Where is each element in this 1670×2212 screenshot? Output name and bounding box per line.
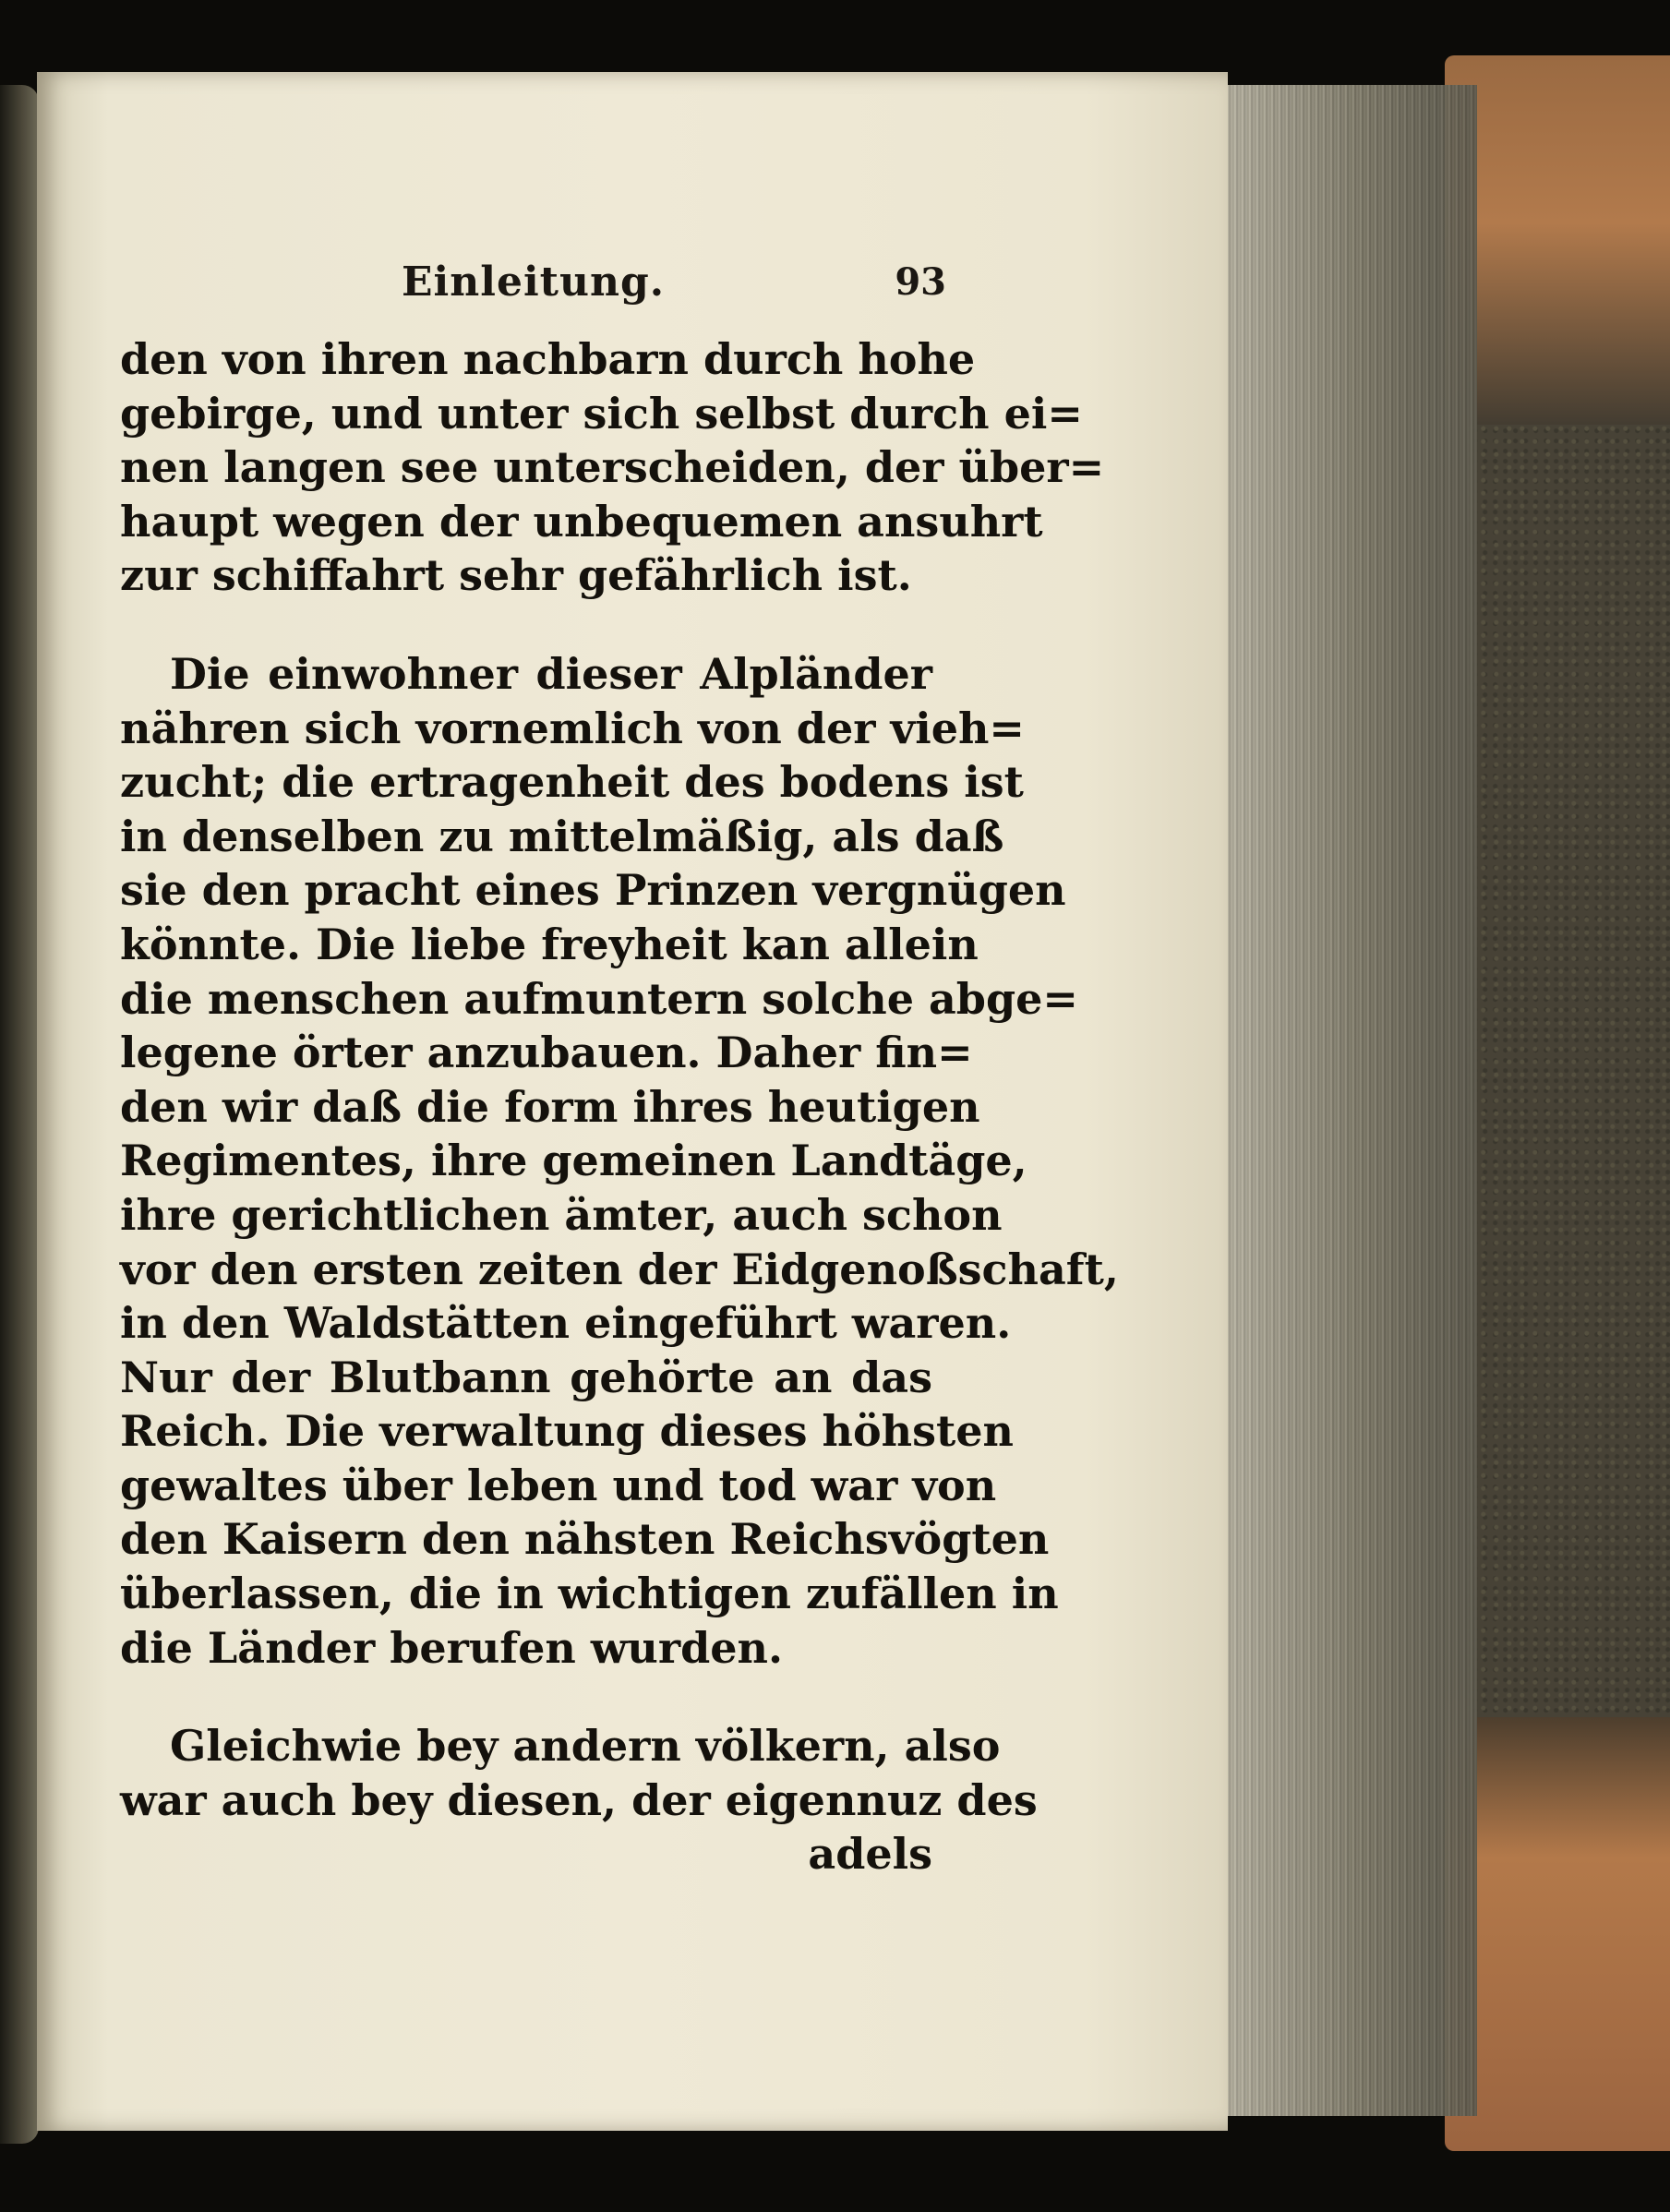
cover-marbled-paper	[1468, 425, 1670, 1717]
text-line: gewaltes über leben und tod war von	[120, 1460, 997, 1510]
text-line: nähren sich vornemlich von der vieh=	[120, 703, 1025, 753]
text-line: vor den ersten zeiten der Eidgenoßschaft,	[120, 1244, 1119, 1294]
paragraph-2	[120, 647, 1119, 1675]
stacked-page-edges	[1200, 85, 1477, 2116]
text-line: gebirge, und unter sich selbst durch ei=	[120, 388, 1083, 439]
catchword: adels	[808, 1829, 932, 1880]
text-line: in den Waldstätten eingeführt waren.	[120, 1298, 1012, 1349]
text-line: war auch bey diesen, der eigennuz des	[120, 1774, 1038, 1825]
paragraph-1	[120, 332, 1105, 603]
previous-page-edge	[0, 85, 39, 2144]
paragraph-gap	[120, 603, 932, 647]
body-text	[120, 332, 1119, 1881]
text-line: in denselben zu mittelmäßig, als daß	[120, 811, 1004, 861]
text-line: ihre gerichtlichen ämter, auch schon	[120, 1189, 1003, 1240]
text-line: den wir daß die form ihres heutigen	[120, 1081, 980, 1132]
text-line: Regimentes, ihre gemeinen Landtäge,	[120, 1136, 1027, 1186]
text-line: Gleichwie bey andern völkern, also	[170, 1721, 1001, 1772]
text-line: den Kaisern den nähsten Reichsvögten	[120, 1514, 1050, 1565]
text-line: zur schiffahrt sehr gefährlich ist.	[120, 550, 912, 601]
text-line: Nur der Blutbann gehörte an das	[120, 1352, 932, 1402]
text-line: überlassen, die in wichtigen zufällen in	[120, 1569, 1059, 1619]
text-line: könnte. Die liebe freyheit kan allein	[120, 919, 979, 969]
text-line: haupt wegen der unbequemen ansuhrt	[120, 496, 1043, 547]
text-line: zucht; die ertragenheit des bodens ist	[120, 757, 1024, 808]
text-line: den von ihren nachbarn durch hohe	[120, 334, 976, 384]
text-line: nen langen see unterscheiden, der über=	[120, 442, 1105, 493]
paragraph-3	[120, 1719, 1038, 1827]
text-line: Die einwohner dieser Alpländer	[170, 648, 932, 699]
text-line: legene örter anzubauen. Daher fin=	[120, 1028, 973, 1078]
paragraph-gap	[120, 1675, 932, 1719]
text-line: die Länder berufen wurden.	[120, 1622, 783, 1673]
running-title: Einleitung.	[402, 258, 666, 306]
page-header	[402, 258, 946, 314]
page-number: 93	[895, 260, 946, 304]
text-line: Reich. Die verwaltung dieses höhsten	[120, 1406, 1014, 1457]
text-line: die menschen aufmuntern solche abge=	[120, 973, 1078, 1024]
text-line: sie den pracht eines Prinzen vergnügen	[120, 865, 1066, 916]
